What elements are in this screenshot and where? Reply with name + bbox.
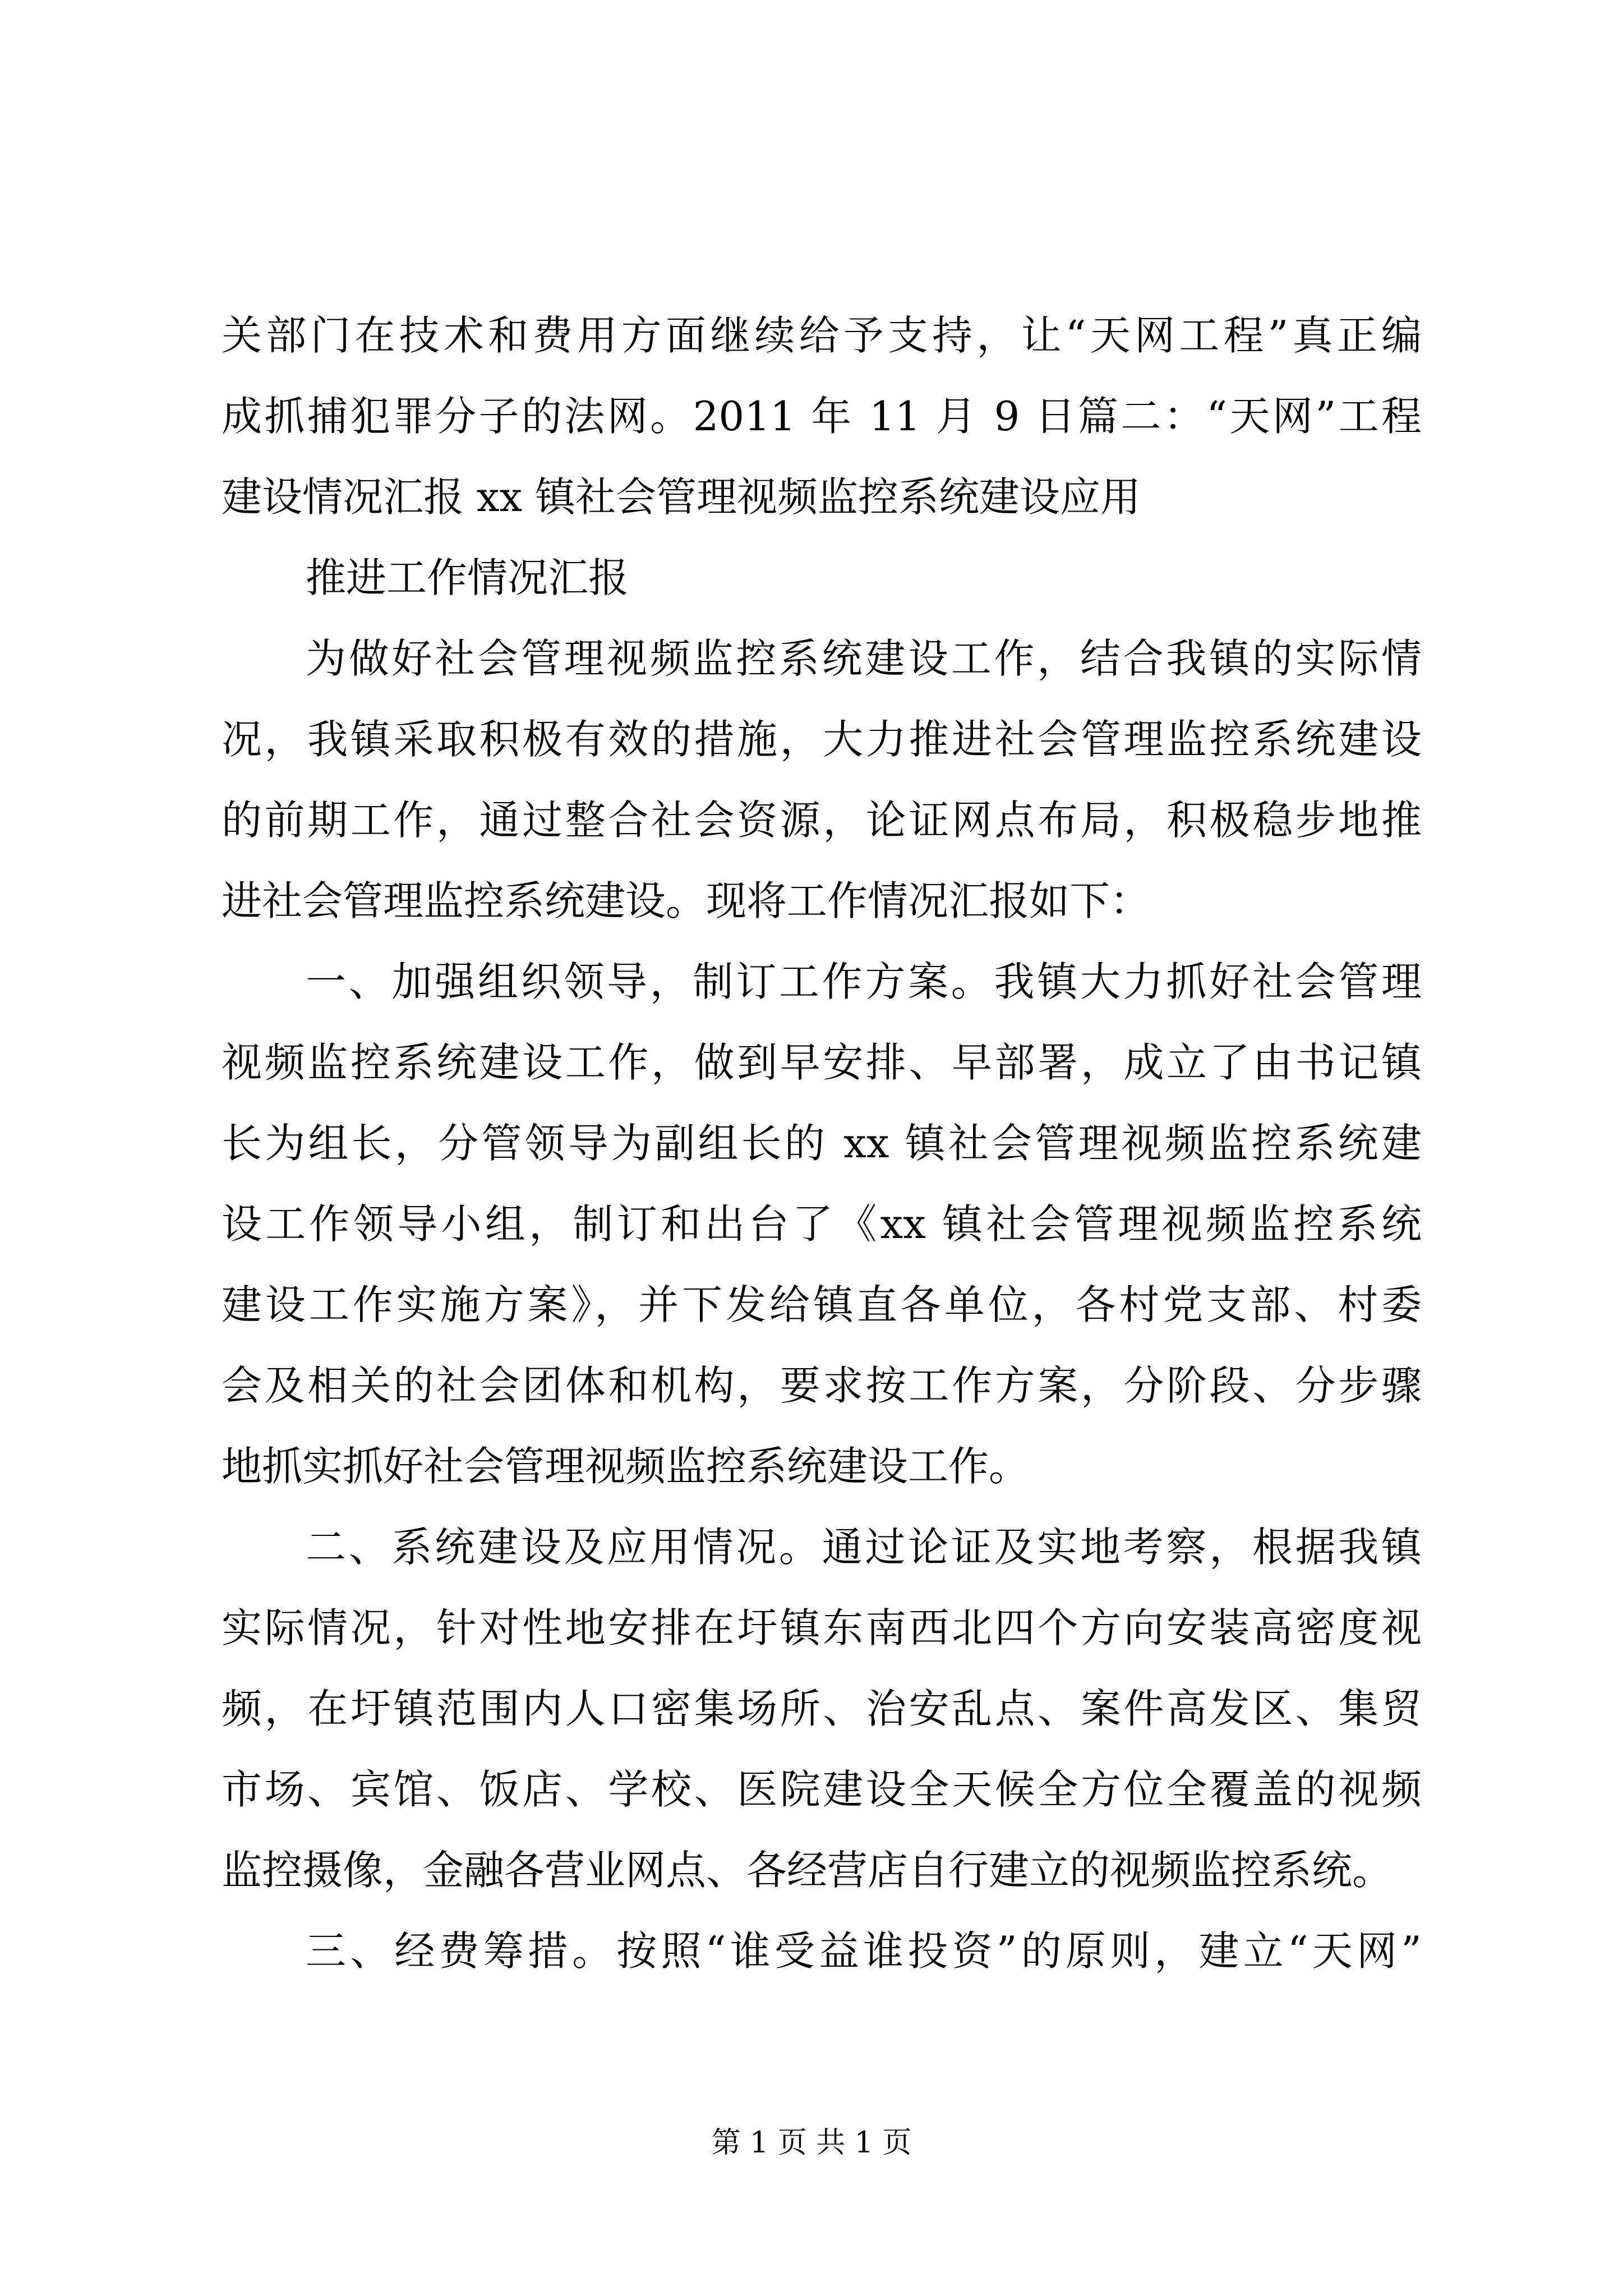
body-text-line: 关部门在技术和费用方面继续给予支持，让“天网工程”真正编 — [222, 312, 1422, 359]
body-text-line: 的前期工作，通过整合社会资源，论证网点布局，积极稳步地推 — [222, 797, 1422, 844]
body-text-line: 实际情况，针对性地安排在圩镇东南西北四个方向安装高密度视 — [222, 1604, 1422, 1651]
body-text-line: 地抓实抓好社会管理视频监控系统建设工作。 — [222, 1443, 1030, 1490]
paragraph-first-line: 为做好社会管理视频监控系统建设工作，结合我镇的实际情 — [306, 635, 1422, 682]
body-text-line: 建设工作实施方案》，并下发给镇直各单位，各村党支部、村委 — [222, 1281, 1422, 1328]
paragraph-first-line: 三、经费筹措。按照“谁受益谁投资”的原则，建立“天网” — [306, 1927, 1422, 1975]
body-text-line: 监控摄像，金融各营业网点、各经营店自行建立的视频监控系统。 — [222, 1847, 1393, 1894]
paragraph-first-line: 二、系统建设及应用情况。通过论证及实地考察，根据我镇 — [306, 1524, 1422, 1571]
body-text-line: 设工作领导小组，制订和出台了《xx 镇社会管理视频监控系统 — [222, 1200, 1422, 1248]
body-text-line: 会及相关的社会团体和机构，要求按工作方案，分阶段、分步骤 — [222, 1362, 1422, 1409]
paragraph-first-line: 一、加强组织领导，制订工作方案。我镇大力抓好社会管理 — [306, 958, 1422, 1005]
body-text-line: 长为组长，分管领导为副组长的 xx 镇社会管理视频监控系统建 — [222, 1120, 1422, 1167]
body-text-line: 成抓捕犯罪分子的法网。2011 年 11 月 9 日篇二：“天网”工程 — [222, 393, 1422, 440]
body-text-line: 视频监控系统建设工作，做到早安排、早部署，成立了由书记镇 — [222, 1039, 1422, 1086]
section-heading-line: 推进工作情况汇报 — [306, 554, 629, 601]
body-text-line: 频，在圩镇范围内人口密集场所、治安乱点、案件高发区、集贸 — [222, 1685, 1422, 1732]
body-text-line: 市场、宾馆、饭店、学校、医院建设全天候全方位全覆盖的视频 — [222, 1766, 1422, 1813]
body-text-line: 进社会管理监控系统建设。现将工作情况汇报如下： — [222, 877, 1151, 924]
body-text-line: 建设情况汇报 xx 镇社会管理视频监控系统建设应用 — [222, 473, 1141, 521]
body-text-line: 况，我镇采取积极有效的措施，大力推进社会管理监控系统建设 — [222, 716, 1422, 763]
page-footer: 第 1 页 共 1 页 — [711, 2126, 912, 2160]
